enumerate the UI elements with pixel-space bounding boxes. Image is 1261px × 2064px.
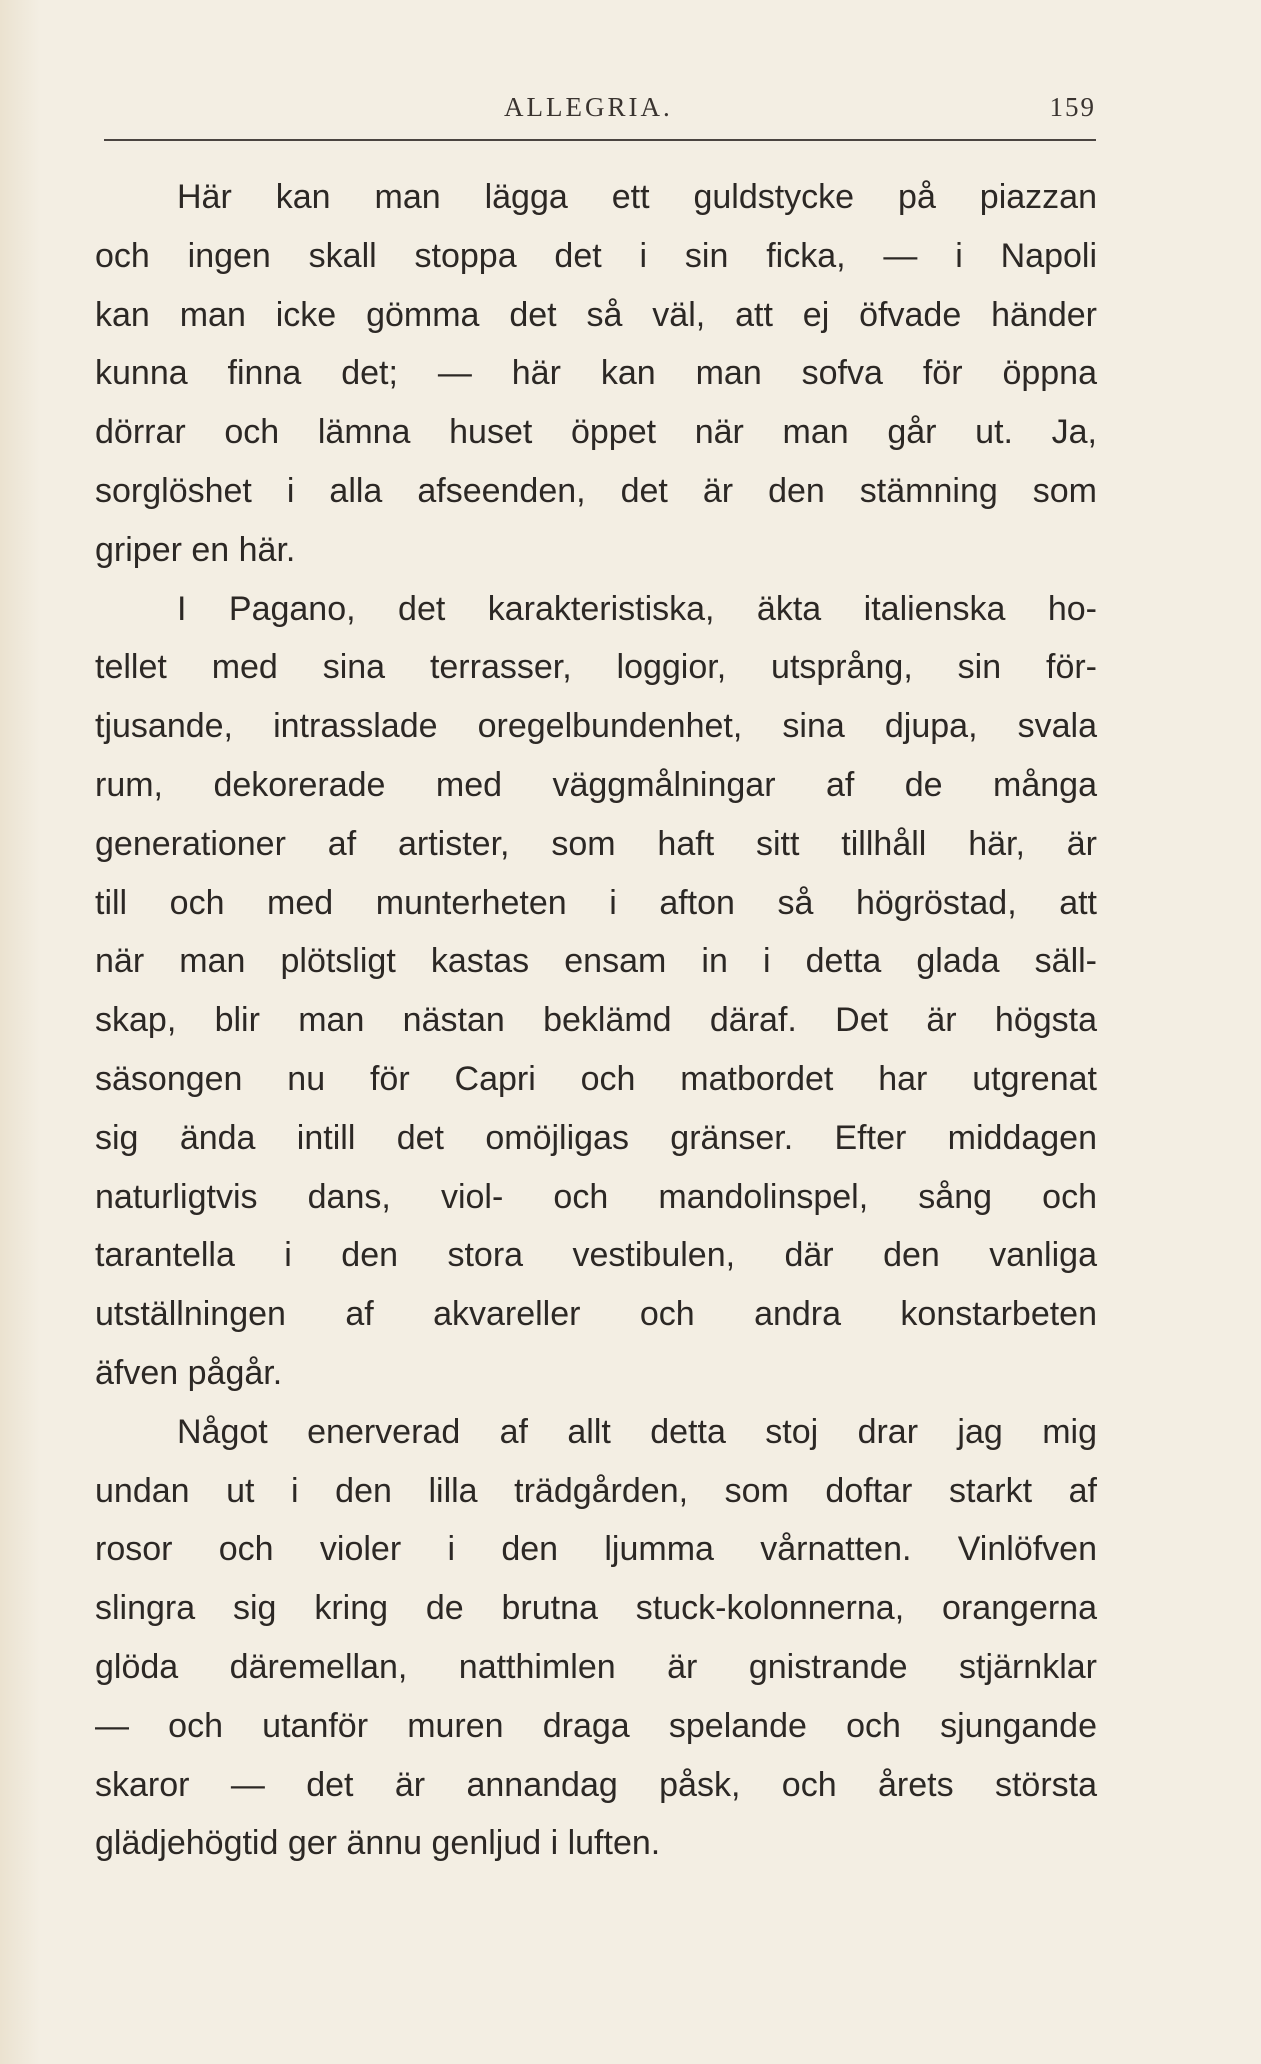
text-line: när man plötsligt kastas ensam in i detta glada säll- (95, 942, 1097, 981)
text-line: tjusande, intrasslade oregelbundenhet, sina djupa, svala (95, 707, 1097, 746)
text-line: Något enerverad af allt detta stoj drar jag mig (177, 1412, 1097, 1451)
text-line: slingra sig kring de brutna stuck-kolonnerna, orangerna (95, 1589, 1097, 1628)
text-line: dörrar och lämna huset öppet när man går ut. Ja, (95, 413, 1097, 452)
text-line: och ingen skall stoppa det i sin ficka, — i Napoli (95, 236, 1097, 275)
running-title: ALLEGRIA. (504, 92, 673, 122)
text-line: skaror — det är annandag påsk, och årets största (95, 1765, 1097, 1804)
text-line: äfven pågår. (95, 1353, 283, 1392)
text-line: rosor och violer i den ljumma vårnatten. Vinlöfven (95, 1530, 1097, 1569)
text-line: säsongen nu för Capri och matbordet har utgrenat (95, 1059, 1097, 1098)
text-line: utställningen af akvareller och andra konstarbeten (95, 1295, 1097, 1334)
page-number: 159 (1049, 92, 1096, 122)
text-line: glöda däremellan, natthimlen är gnistrande stjärnklar (95, 1647, 1097, 1686)
text-line: sorglöshet i alla afseenden, det är den stämning som (95, 471, 1097, 510)
text-line: Här kan man lägga ett guldstycke på piazzan (177, 178, 1097, 216)
body-text (95, 168, 1097, 1873)
text-line: rum, dekorerade med väggmålningar af de många (95, 765, 1097, 804)
text-line: kan man icke gömma det så väl, att ej öfvade händer (95, 295, 1097, 334)
header-rule (104, 139, 1096, 141)
text-line: glädjehögtid ger ännu genljud i luften. (95, 1824, 661, 1863)
text-line: griper en här. (95, 530, 296, 569)
text-line: naturligtvis dans, viol- och mandolinspel, sång och (95, 1177, 1097, 1216)
text-line: generationer af artister, som haft sitt tillhåll här, är (95, 824, 1097, 863)
text-line: skap, blir man nästan beklämd däraf. Det är högsta (95, 1001, 1097, 1040)
text-line: — och utanför muren draga spelande och sjungande (95, 1706, 1097, 1745)
text-line: I Pagano, det karakteristiska, äkta italienska ho- (177, 589, 1097, 628)
page-header (104, 92, 1096, 132)
text-line: tarantella i den stora vestibulen, där den vanliga (95, 1236, 1097, 1275)
text-line: undan ut i den lilla trädgården, som doftar starkt af (95, 1471, 1097, 1510)
text-line: kunna finna det; — här kan man sofva för öppna (95, 354, 1097, 393)
text-line: till och med munterheten i afton så högröstad, att (95, 883, 1097, 922)
text-line: tellet med sina terrasser, loggior, utsprång, sin för- (95, 648, 1097, 687)
text-line: sig ända intill det omöjligas gränser. Efter middagen (95, 1118, 1097, 1157)
